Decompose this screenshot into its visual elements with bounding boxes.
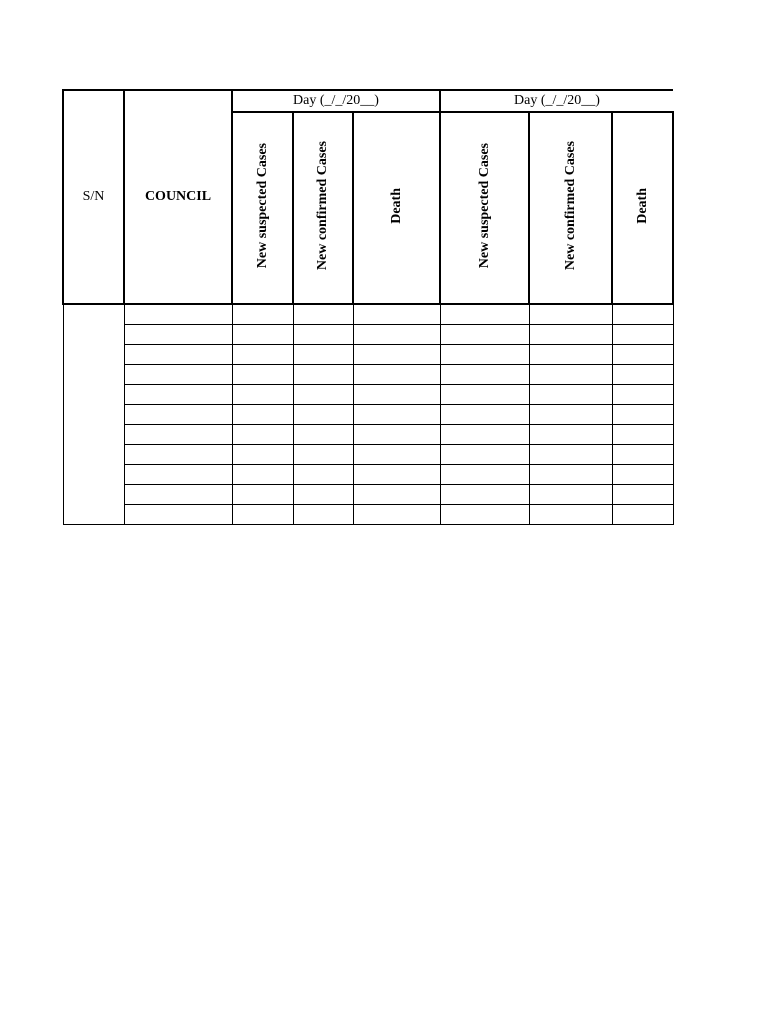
value-cell[interactable] bbox=[529, 425, 612, 445]
value-cell[interactable] bbox=[440, 365, 529, 385]
value-cell[interactable] bbox=[353, 405, 440, 425]
value-cell[interactable] bbox=[612, 425, 673, 445]
value-cell[interactable] bbox=[232, 365, 293, 385]
table-row bbox=[63, 505, 673, 525]
value-cell[interactable] bbox=[612, 485, 673, 505]
council-cell[interactable] bbox=[124, 465, 232, 485]
table-row bbox=[63, 425, 673, 445]
value-cell[interactable] bbox=[612, 385, 673, 405]
value-cell[interactable] bbox=[353, 425, 440, 445]
value-cell[interactable] bbox=[529, 325, 612, 345]
value-cell[interactable] bbox=[232, 465, 293, 485]
value-cell[interactable] bbox=[232, 385, 293, 405]
table-row bbox=[63, 345, 673, 365]
value-cell[interactable] bbox=[353, 385, 440, 405]
sn-header: S/N bbox=[82, 189, 105, 204]
value-cell[interactable] bbox=[440, 345, 529, 365]
value-cell[interactable] bbox=[440, 385, 529, 405]
value-cell[interactable] bbox=[612, 445, 673, 465]
table-row bbox=[63, 465, 673, 485]
council-cell[interactable] bbox=[124, 365, 232, 385]
council-cell[interactable] bbox=[124, 304, 232, 325]
col-header-cell bbox=[232, 112, 293, 304]
table-row bbox=[63, 304, 673, 325]
value-cell[interactable] bbox=[529, 465, 612, 485]
value-cell[interactable] bbox=[612, 345, 673, 365]
value-cell[interactable] bbox=[232, 405, 293, 425]
header-row-days bbox=[63, 90, 673, 112]
value-cell[interactable] bbox=[529, 485, 612, 505]
value-cell[interactable] bbox=[440, 505, 529, 525]
value-cell[interactable] bbox=[293, 505, 353, 525]
value-cell[interactable] bbox=[612, 505, 673, 525]
value-cell[interactable] bbox=[612, 465, 673, 485]
value-cell[interactable] bbox=[293, 385, 353, 405]
value-cell[interactable] bbox=[293, 325, 353, 345]
day-group-2-label: Day (_/_/20__) bbox=[514, 93, 600, 108]
value-cell[interactable] bbox=[440, 485, 529, 505]
value-cell[interactable] bbox=[440, 425, 529, 445]
council-cell[interactable] bbox=[124, 405, 232, 425]
value-cell[interactable] bbox=[293, 485, 353, 505]
value-cell[interactable] bbox=[353, 485, 440, 505]
value-cell[interactable] bbox=[293, 465, 353, 485]
col-header-cell bbox=[353, 112, 440, 304]
value-cell[interactable] bbox=[440, 445, 529, 465]
value-cell[interactable] bbox=[440, 325, 529, 345]
value-cell[interactable] bbox=[529, 505, 612, 525]
council-cell[interactable] bbox=[124, 425, 232, 445]
col-header-suspected-2: New suspected Cases bbox=[476, 142, 492, 269]
council-cell[interactable] bbox=[124, 325, 232, 345]
value-cell[interactable] bbox=[529, 345, 612, 365]
col-header-cell bbox=[612, 112, 673, 304]
council-cell[interactable] bbox=[124, 445, 232, 465]
value-cell[interactable] bbox=[232, 485, 293, 505]
council-cell[interactable] bbox=[124, 485, 232, 505]
council-header-cell bbox=[124, 90, 232, 304]
value-cell[interactable] bbox=[353, 505, 440, 525]
value-cell[interactable] bbox=[353, 304, 440, 325]
value-cell[interactable] bbox=[293, 445, 353, 465]
value-cell[interactable] bbox=[293, 345, 353, 365]
value-cell[interactable] bbox=[293, 304, 353, 325]
value-cell[interactable] bbox=[353, 445, 440, 465]
col-header-confirmed-2: New confirmed Cases bbox=[562, 140, 578, 271]
council-cell[interactable] bbox=[124, 345, 232, 365]
value-cell[interactable] bbox=[293, 405, 353, 425]
value-cell[interactable] bbox=[529, 365, 612, 385]
value-cell[interactable] bbox=[232, 345, 293, 365]
col-header-confirmed-1: New confirmed Cases bbox=[315, 140, 330, 271]
value-cell[interactable] bbox=[440, 405, 529, 425]
table-row bbox=[63, 385, 673, 405]
col-header-cell bbox=[529, 112, 612, 304]
day-group-1-header bbox=[232, 90, 440, 112]
value-cell[interactable] bbox=[232, 505, 293, 525]
value-cell[interactable] bbox=[353, 325, 440, 345]
value-cell[interactable] bbox=[232, 425, 293, 445]
value-cell[interactable] bbox=[440, 304, 529, 325]
council-cell[interactable] bbox=[124, 385, 232, 405]
value-cell[interactable] bbox=[529, 405, 612, 425]
value-cell[interactable] bbox=[529, 385, 612, 405]
value-cell[interactable] bbox=[612, 405, 673, 425]
value-cell[interactable] bbox=[293, 425, 353, 445]
table-row bbox=[63, 325, 673, 345]
value-cell[interactable] bbox=[529, 304, 612, 325]
value-cell[interactable] bbox=[529, 445, 612, 465]
day-group-2-header bbox=[440, 90, 673, 112]
day-group-1-label: Day (_/_/20__) bbox=[293, 93, 379, 108]
sn-cell[interactable] bbox=[63, 304, 124, 525]
value-cell[interactable] bbox=[232, 445, 293, 465]
value-cell[interactable] bbox=[612, 304, 673, 325]
col-header-death-2: Death bbox=[634, 187, 650, 224]
value-cell[interactable] bbox=[232, 325, 293, 345]
council-header: COUNCIL bbox=[144, 189, 212, 204]
table-row bbox=[63, 365, 673, 385]
col-header-death-1: Death bbox=[388, 187, 404, 224]
value-cell[interactable] bbox=[612, 325, 673, 345]
value-cell[interactable] bbox=[353, 465, 440, 485]
sn-header-cell bbox=[63, 90, 124, 304]
value-cell[interactable] bbox=[353, 345, 440, 365]
value-cell[interactable] bbox=[232, 304, 293, 325]
col-header-cell bbox=[440, 112, 529, 304]
value-cell[interactable] bbox=[293, 365, 353, 385]
value-cell[interactable] bbox=[353, 365, 440, 385]
col-header-cell bbox=[293, 112, 353, 304]
table-row bbox=[63, 405, 673, 425]
table-row bbox=[63, 445, 673, 465]
table-row bbox=[63, 485, 673, 505]
value-cell[interactable] bbox=[440, 465, 529, 485]
case-report-table bbox=[62, 89, 674, 525]
value-cell[interactable] bbox=[612, 365, 673, 385]
council-cell[interactable] bbox=[124, 505, 232, 525]
col-header-suspected-1: New suspected Cases bbox=[254, 142, 270, 269]
